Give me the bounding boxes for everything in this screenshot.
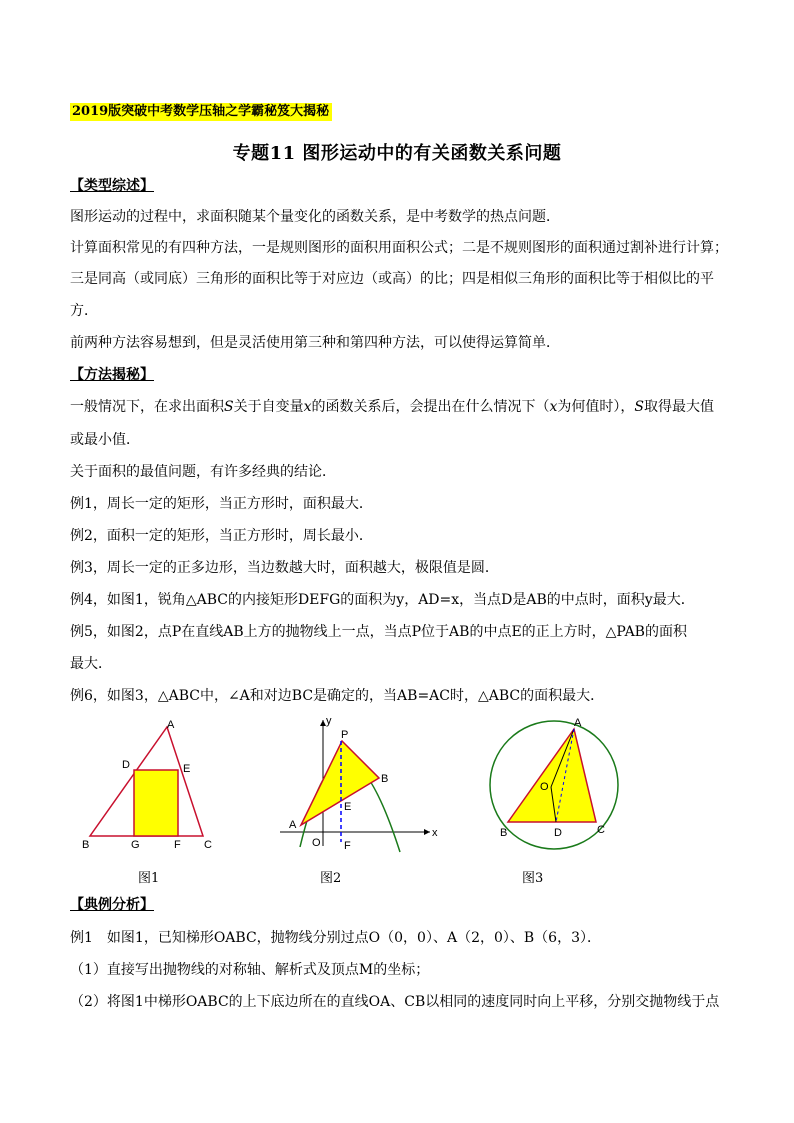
triangle-pab	[301, 741, 379, 825]
label-B: B	[82, 839, 90, 851]
figure-2-caption: 图2	[320, 871, 342, 886]
variable-x: x	[549, 399, 558, 415]
label-A: A	[289, 819, 297, 831]
label-B: B	[500, 827, 508, 839]
label-G: G	[131, 839, 140, 851]
section-heading-types: 【类型综述】	[70, 178, 154, 194]
label-O: O	[312, 837, 321, 849]
page-title: 专题11 图形运动中的有关函数关系问题	[232, 143, 562, 164]
section-heading-examples: 【典例分析】	[70, 897, 154, 913]
x-axis-arrow	[424, 829, 430, 835]
label-y: y	[326, 715, 332, 727]
label-C: C	[204, 839, 212, 851]
paragraph-line: 三是同高（或同底）三角形的面积比等于对应边（或高）的比；四是相似三角形的面积比等于相似比的平	[70, 271, 714, 287]
label-P: P	[341, 729, 349, 741]
paragraph-line: 计算面积常见的有四种方法，一是规则图形的面积用面积公式；二是不规则图形的面积通过割补进行计算；	[70, 240, 728, 256]
example-line: （2）将图1中梯形OABC的上下底边所在的直线OA、CB以相同的速度同时向上平移，分别交抛物线于点	[70, 994, 720, 1010]
figures-svg	[0, 712, 794, 892]
figure-3	[490, 717, 618, 849]
figures-row	[0, 712, 794, 892]
label-E: E	[183, 763, 191, 775]
example-line: 例4，如图1，锐角△ABC的内接矩形DEFG的面积为y，AD=x，当点D是AB的中点时，面积y最大．	[70, 592, 695, 608]
paragraph-line: 或最小值．	[70, 432, 140, 448]
example-line: 例2，面积一定的矩形，当正方形时，周长最小．	[70, 528, 373, 544]
figure-1	[82, 719, 212, 851]
series-banner: 2019版突破中考数学压轴之学霸秘笈大揭秘	[70, 103, 332, 121]
example-line: 最大．	[70, 656, 112, 672]
section-heading-methods: 【方法揭秘】	[70, 367, 154, 383]
label-B: B	[381, 773, 389, 785]
figure-2	[280, 715, 438, 852]
label-F: F	[174, 839, 181, 851]
rectangle-defg	[134, 770, 178, 836]
example-line: （1）直接写出抛物线的对称轴、解析式及顶点M的坐标；	[70, 962, 430, 978]
example-line: 例6，如图3，△ABC中，∠A和对边BC是确定的，当AB=AC时，△ABC的面积最大．	[70, 688, 605, 704]
label-D: D	[122, 759, 130, 771]
label-A: A	[574, 717, 582, 729]
paragraph-line: 方．	[70, 303, 98, 319]
label-E: E	[344, 801, 352, 813]
example-line: 例1 如图1，已知梯形OABC，抛物线分别过点O（0，0）、A（2，0）、B（6，3）．	[70, 930, 601, 946]
label-F: F	[344, 840, 351, 852]
label-A: A	[167, 719, 175, 731]
text-run: 关于自变量	[233, 399, 304, 415]
text-run: 为何值时），	[557, 399, 635, 415]
figure-3-caption: 图3	[522, 871, 544, 886]
variable-S: S	[224, 399, 234, 415]
paragraph-line: 图形运动的过程中，求面积随某个量变化的函数关系，是中考数学的热点问题．	[70, 209, 560, 225]
text-run: 取得最大值	[644, 399, 714, 415]
label-D: D	[554, 827, 562, 839]
example-line: 例3，周长一定的正多边形，当边数越大时，面积越大，极限值是圆．	[70, 560, 499, 576]
text-run: 一般情况下，在求出面积	[70, 399, 224, 415]
triangle-abc	[508, 729, 596, 822]
paragraph-line: 前两种方法容易想到，但是灵活使用第三种和第四种方法，可以使得运算简单．	[70, 335, 560, 351]
paragraph-line: 关于面积的最值问题，有许多经典的结论．	[70, 464, 336, 480]
text-run: 的函数关系后，会提出在什么情况下（	[311, 399, 550, 415]
example-line: 例5，如图2，点P在直线AB上方的抛物线上一点，当点P位于AB的中点E的正上方时，△PAB的面积	[70, 624, 687, 640]
example-line: 例1，周长一定的矩形，当正方形时，面积最大．	[70, 496, 373, 512]
label-C: C	[597, 824, 605, 836]
variable-x: x	[303, 399, 312, 415]
variable-S: S	[634, 399, 644, 415]
label-x: x	[432, 827, 438, 839]
label-O: O	[540, 781, 549, 793]
paragraph-line	[70, 397, 730, 417]
figure-1-caption: 图1	[138, 871, 160, 886]
